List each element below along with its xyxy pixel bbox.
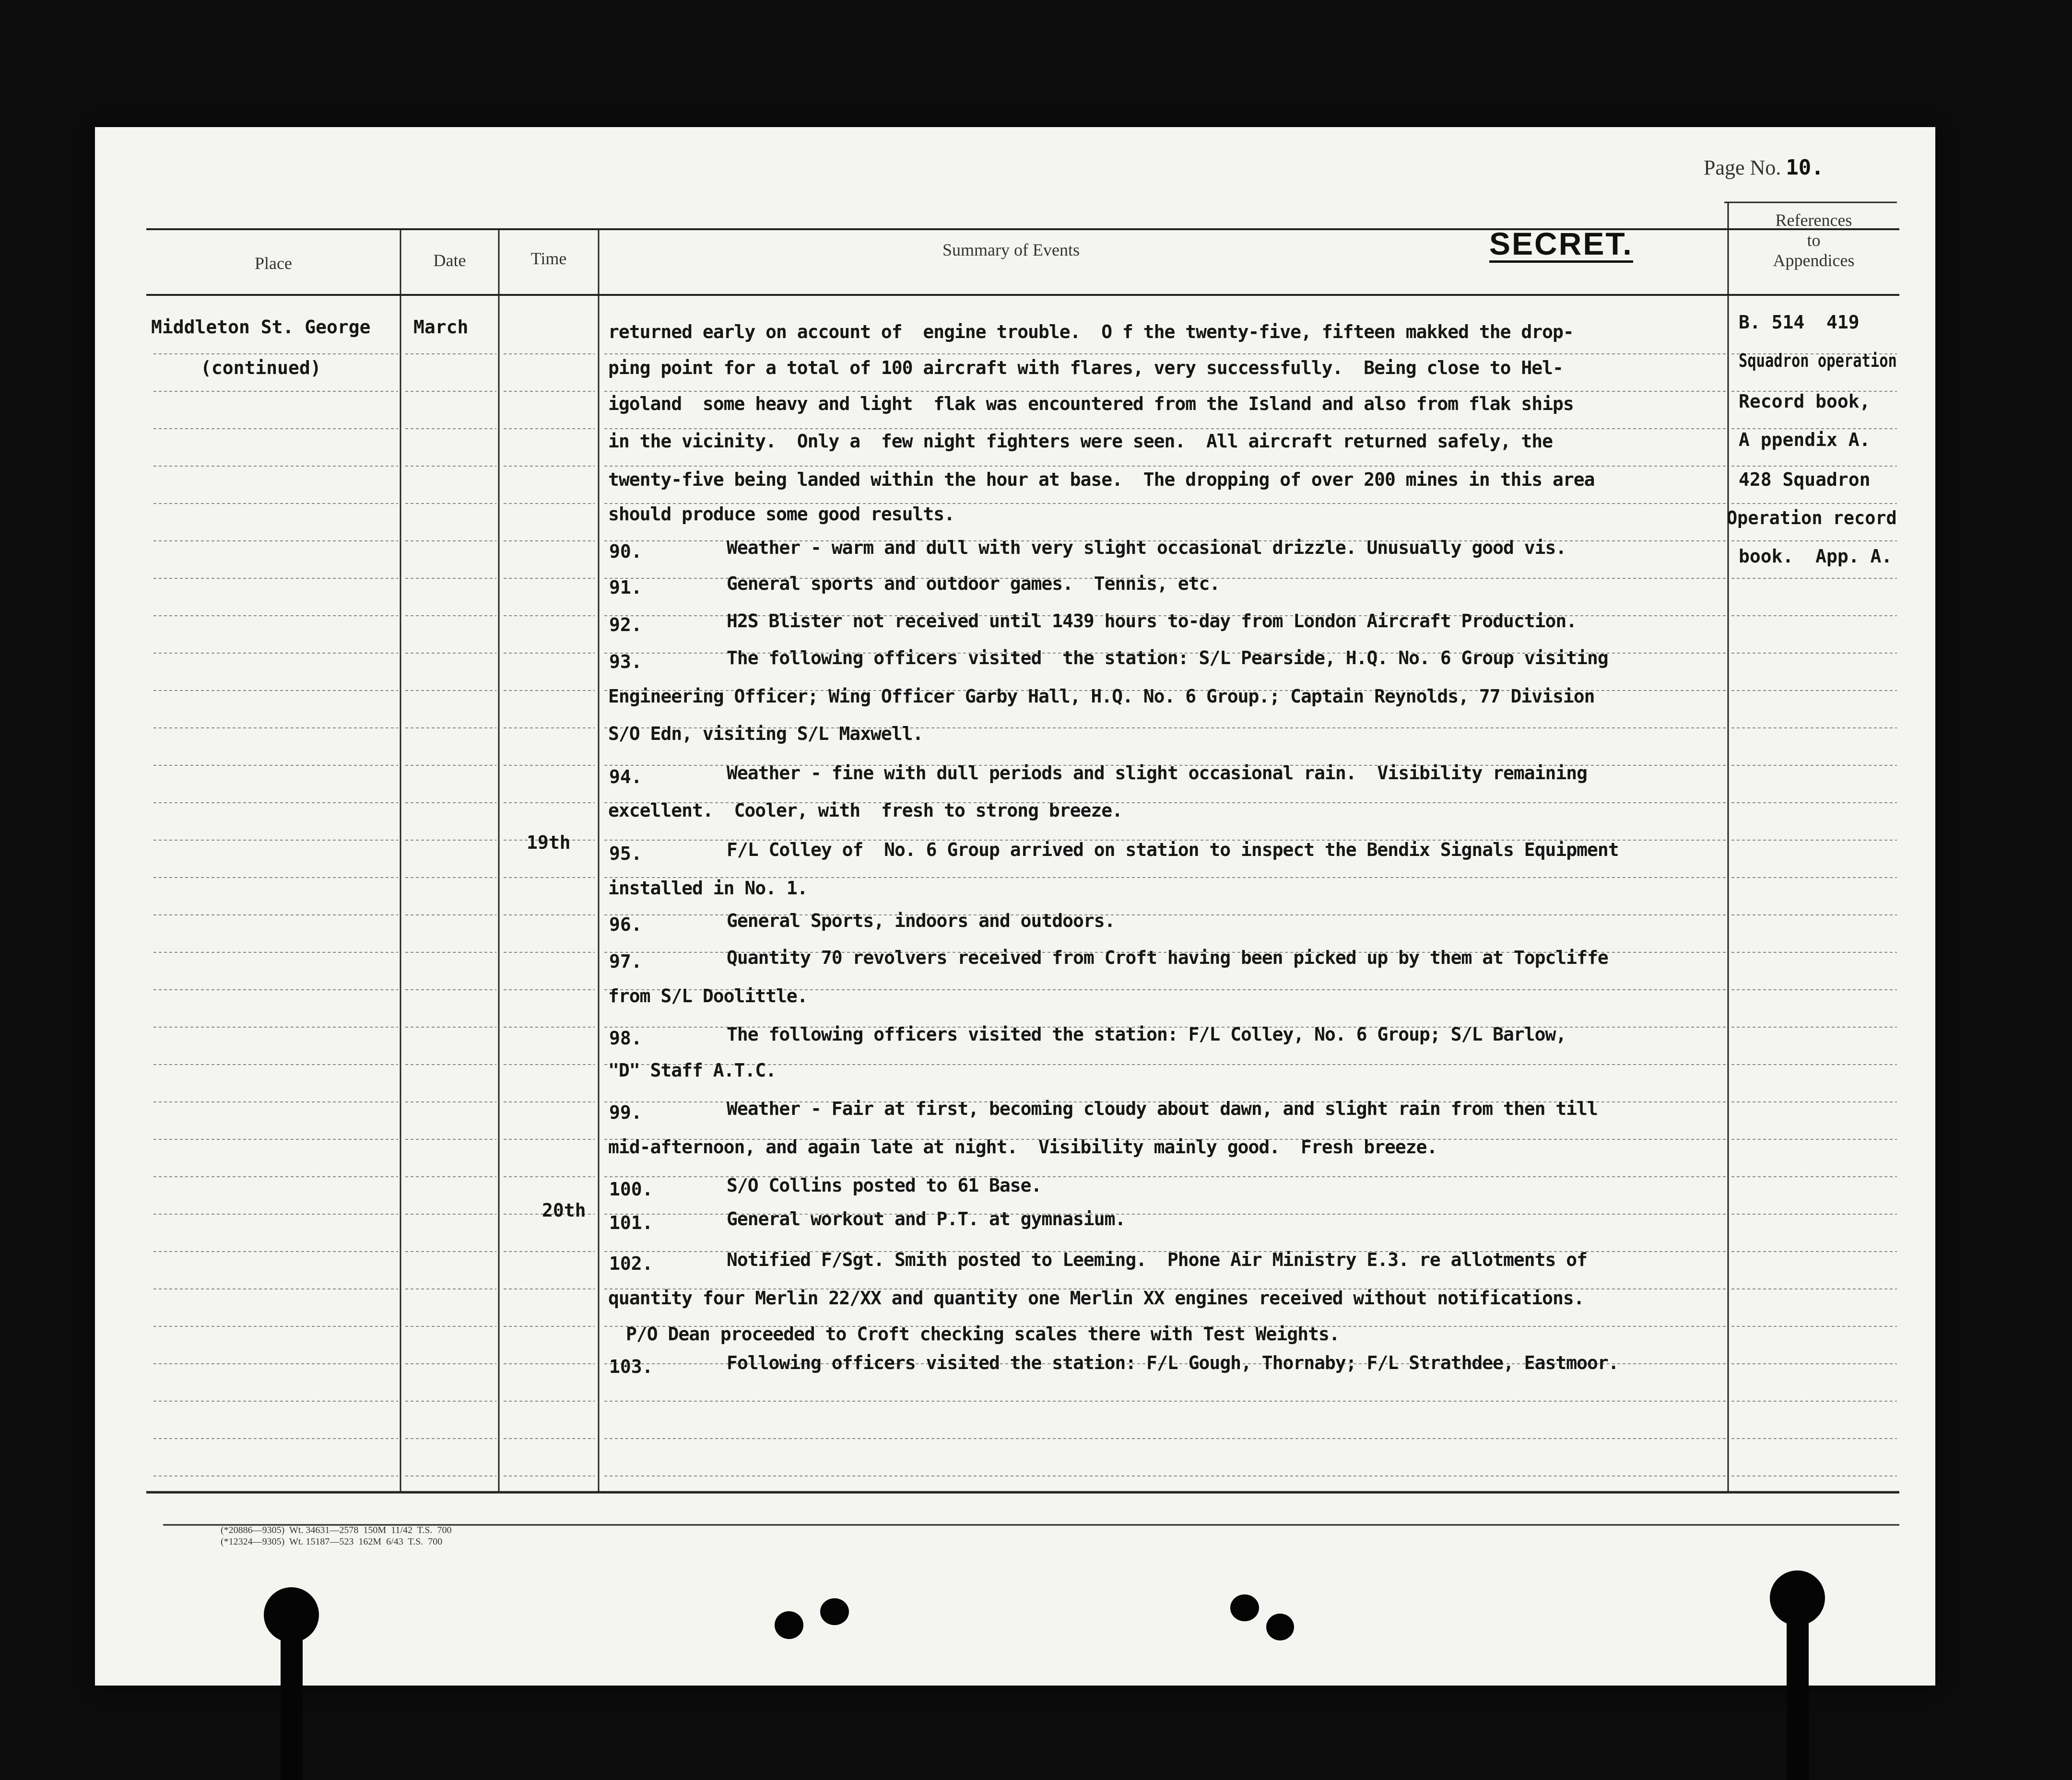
time-19th: 19th	[527, 832, 571, 853]
appendix-reference: Operation record	[1727, 507, 1897, 528]
event-line: General Sports, indoors and outdoors.	[727, 910, 1115, 931]
event-line: The following officers visited the station: S/L Pearside, H.Q. No. 6 Group visiting	[727, 647, 1608, 668]
header-references-line: References	[1775, 211, 1852, 230]
date-month: March	[413, 316, 469, 338]
event-line: in the vicinity. Only a few night fighters were seen. All aircraft returned safely, the	[608, 431, 1553, 452]
entry-number: 94.	[609, 766, 642, 787]
entry-number: 101.	[609, 1212, 653, 1233]
entry-number: 98.	[609, 1028, 642, 1049]
event-line: Weather - Fair at first, becoming cloudy about dawn, and slight rain from then till	[727, 1098, 1598, 1119]
event-line: F/L Colley of No. 6 Group arrived on station to inspect the Bendix Signals Equipment	[727, 839, 1619, 860]
form-code-line: (*20886—9305) Wt. 34631—2578 150M 11/42 T.S. 700	[221, 1525, 452, 1535]
event-line: from S/L Doolittle.	[608, 985, 808, 1007]
form-code-line: (*12324—9305) Wt. 15187—523 162M 6/43 T.S. 700	[221, 1536, 443, 1547]
appendix-reference: Squadron operation	[1739, 350, 1897, 371]
event-line: installed in No. 1.	[608, 878, 808, 899]
appendix-reference: book. App. A.	[1739, 546, 1893, 567]
event-line: The following officers visited the station: F/L Colley, No. 6 Group; S/L Barlow,	[727, 1024, 1566, 1045]
event-line: Quantity 70 revolvers received from Croft having been picked up by them at Topcliffe	[727, 947, 1608, 968]
appendix-reference: B. 514 419	[1739, 312, 1860, 333]
event-line: S/O Edn, visiting S/L Maxwell.	[608, 723, 923, 744]
event-line: "D" Staff A.T.C.	[608, 1060, 777, 1081]
event-line: excellent. Cooler, with fresh to strong breeze.	[608, 800, 1123, 821]
event-line: Weather - warm and dull with very slight occasional drizzle. Unusually good vis.	[727, 537, 1566, 558]
entry-number: 95.	[609, 843, 642, 864]
entry-number: 102.	[609, 1253, 653, 1274]
event-line: General workout and P.T. at gymnasium.	[727, 1208, 1126, 1230]
event-line: Engineering Officer; Wing Officer Garby Hall, H.Q. No. 6 Group.; Captain Reynolds, 77 Division	[608, 686, 1595, 707]
event-line: twenty-five being landed within the hour at base. The dropping of over 200 mines in this area	[608, 469, 1595, 490]
event-line: returned early on account of engine trouble. O f the twenty-five, fifteen makked the drop-	[608, 321, 1574, 342]
event-line: S/O Collins posted to 61 Base.	[727, 1175, 1042, 1196]
appendix-reference: A ppendix A.	[1739, 429, 1871, 450]
time-20th: 20th	[542, 1200, 586, 1221]
appendix-reference: 428 Squadron	[1739, 469, 1871, 490]
entry-number: 97.	[609, 951, 642, 972]
event-line: Notified F/Sgt. Smith posted to Leeming. Phone Air Ministry E.3. re allotments of	[727, 1249, 1587, 1270]
event-line: H2S Blister not received until 1439 hours to-day from London Aircraft Production.	[727, 610, 1577, 632]
secret-stamp: SECRET.	[1489, 227, 1633, 263]
event-line: P/O Dean proceeded to Croft checking scales there with Test Weights.	[626, 1323, 1340, 1345]
page-number	[1704, 155, 1824, 180]
entry-number: 90.	[609, 541, 642, 562]
place-name: Middleton St. George	[151, 316, 371, 338]
event-line: mid-afternoon, and again late at night. Visibility mainly good. Fresh breeze.	[608, 1136, 1437, 1158]
header-place: Place	[255, 254, 292, 273]
entry-number: 96.	[609, 914, 642, 935]
header-references	[1728, 210, 1899, 270]
header-references-line: Appendices	[1773, 251, 1855, 270]
event-line: igoland some heavy and light flak was encountered from the Island and also from flak ships	[608, 393, 1574, 414]
event-line: ping point for a total of 100 aircraft with flares, very successfully. Being close to Hel-	[608, 357, 1563, 378]
entry-number: 93.	[609, 651, 642, 672]
event-line: General sports and outdoor games. Tennis, etc.	[727, 573, 1220, 594]
page-number-value: 10.	[1786, 155, 1824, 180]
entry-number: 99.	[609, 1102, 642, 1123]
header-summary: Summary of Events	[942, 240, 1080, 259]
header-date: Date	[433, 251, 466, 270]
event-line: Weather - fine with dull periods and slight occasional rain. Visibility remaining	[727, 762, 1587, 784]
header-time: Time	[530, 249, 567, 268]
entry-number: 103.	[609, 1356, 653, 1377]
appendix-reference: Record book,	[1739, 391, 1871, 412]
entry-number: 92.	[609, 614, 642, 635]
entry-number: 100.	[609, 1179, 653, 1200]
event-line: quantity four Merlin 22/XX and quantity one Merlin XX engines received without notifications.	[608, 1288, 1584, 1309]
event-line: should produce some good results.	[608, 504, 954, 525]
header-references-line: to	[1807, 231, 1821, 250]
event-line: Following officers visited the station: F/L Gough, Thornaby; F/L Strathdee, Eastmoor.	[727, 1352, 1619, 1373]
place-continued: (continued)	[200, 357, 321, 378]
entry-number: 91.	[609, 577, 642, 598]
page-number-label: Page No.	[1704, 156, 1781, 179]
